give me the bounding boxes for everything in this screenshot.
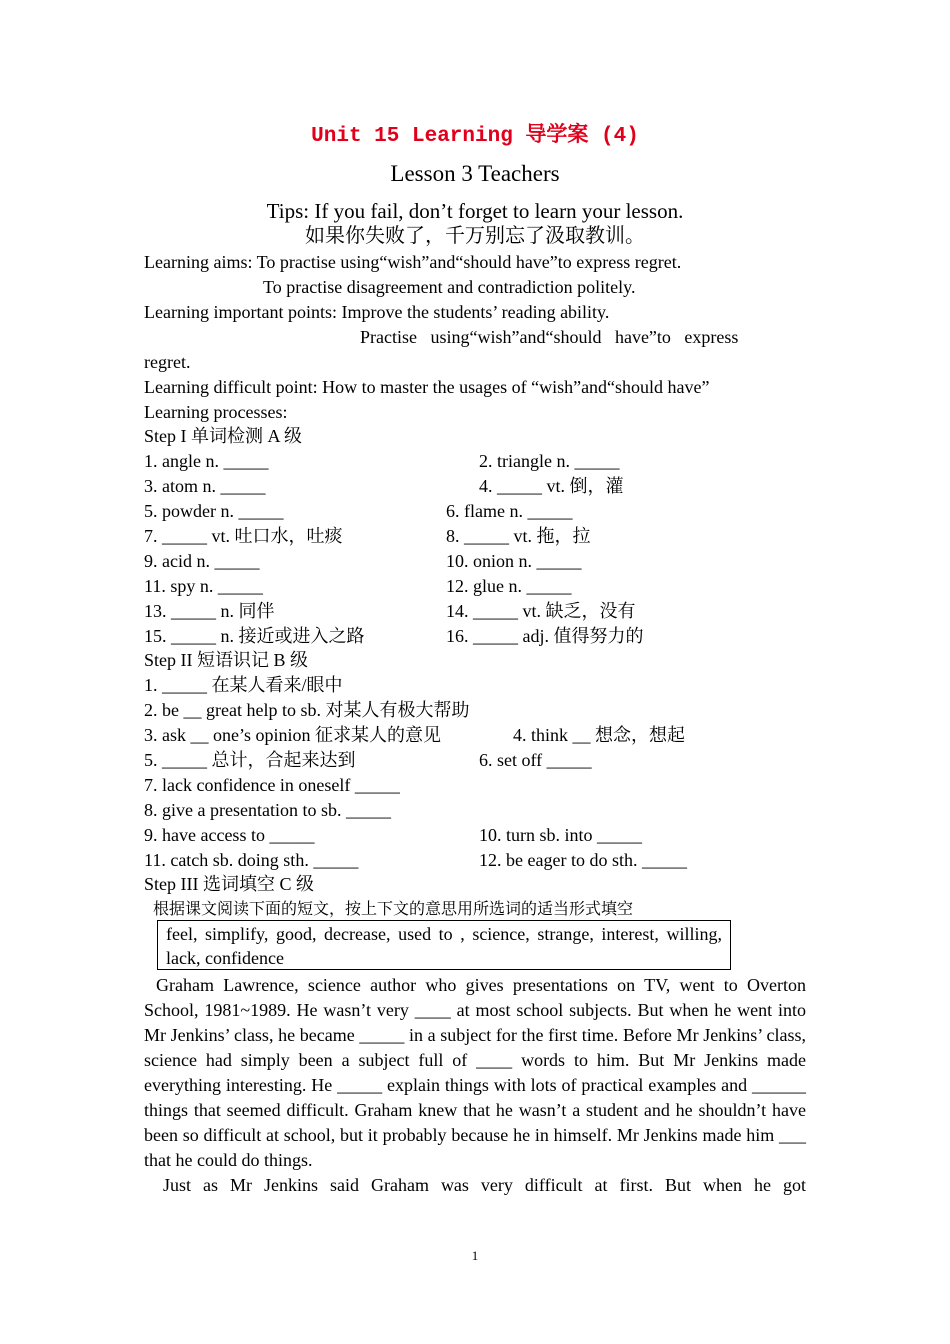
step2-item: 9. have access to _____: [144, 825, 315, 845]
step1-item: 8. _____ vt. 拖，拉: [446, 526, 591, 546]
important-points: Learning important points: Improve the students’ reading ability.: [144, 302, 610, 322]
step1-item: 1. angle n. _____: [144, 451, 269, 471]
step1-item: 15. _____ n. 接近或进入之路: [144, 626, 365, 646]
step2-item: 11. catch sb. doing sth. _____: [144, 850, 359, 870]
step2-item: 6. set off _____: [479, 750, 592, 770]
step2-item: 2. be __ great help to sb. 对某人有极大帮助: [144, 700, 470, 720]
step1-item: 7. _____ vt. 吐口水，吐痰: [144, 526, 343, 546]
important-points-2: Practise using“wish”and“should have”to express: [360, 327, 739, 347]
step1-item: 3. atom n. _____: [144, 476, 266, 496]
tips-english: Tips: If you fail, don’t forget to learn your lesson.: [266, 199, 684, 223]
step1-item: 9. acid n. _____: [144, 551, 260, 571]
reading-paragraph-1: Graham Lawrence, science author who gives presentations on TV, went to Overton School, 1981~1989. He wasn’t very ____ at most school subjects. But when he went into Mr Jenkins’ class, he became _____ in a subject for the first time. Before Mr Jenkins’ class, science had simply been a subject full of ____ words to him. But Mr Jenkins made everything interesting. He _____ explain things with lots of practical examples and ______ things that seemed difficult. Graham knew that he wasn’t a student and he shouldn’t have been so difficult at school, but it probably because he in himself. Mr Jenkins made him ___ that he could do things.: [144, 975, 806, 1170]
step3-instruction: 根据课文阅读下面的短文，按上下文的意思用所选词的适当形式填空: [153, 901, 634, 918]
step2-item: 5. _____ 总计，合起来达到: [144, 750, 356, 770]
learning-processes: Learning processes:: [144, 402, 288, 422]
step1-item: 10. onion n. _____: [446, 551, 582, 571]
page-number: 1: [471, 1248, 479, 1263]
word-box: feel, simplify, good, decrease, used to , science, strange, interest, willing, lack, confidence: [157, 920, 731, 970]
step3-heading: Step III 选词填空 C 级: [144, 874, 314, 894]
important-points-3: regret.: [144, 352, 191, 372]
difficult-point: Learning difficult point: How to master the usages of “wish”and“should have”: [144, 377, 710, 397]
step2-item: 8. give a presentation to sb. _____: [144, 800, 391, 820]
step1-item: 2. triangle n. _____: [479, 451, 620, 471]
step2-item: 3. ask __ one’s opinion 征求某人的意见: [144, 725, 441, 745]
step1-item: 4. _____ vt. 倒，灌: [479, 476, 624, 496]
reading-paragraph-2: Just as Mr Jenkins said Graham was very difficult at first. But when he got: [163, 1175, 806, 1195]
step1-item: 6. flame n. _____: [446, 501, 573, 521]
tips-chinese: 如果你失败了，千万别忘了汲取教训。: [305, 225, 645, 247]
step1-item: 5. powder n. _____: [144, 501, 284, 521]
step1-heading: Step I 单词检测 A 级: [144, 426, 303, 446]
step2-item: 7. lack confidence in oneself _____: [144, 775, 400, 795]
step2-item: 12. be eager to do sth. _____: [479, 850, 687, 870]
step1-item: 14. _____ vt. 缺乏，没有: [446, 601, 636, 621]
step2-item: 1. _____ 在某人看来/眼中: [144, 675, 343, 695]
learning-aims: Learning aims: To practise using“wish”and“should have”to express regret.: [144, 252, 682, 272]
step2-item: 4. think __ 想念，想起: [513, 725, 686, 745]
page-title: Unit 15 Learning 导学案 (4): [311, 125, 639, 148]
step1-item: 12. glue n. _____: [446, 576, 572, 596]
step1-item: 16. _____ adj. 值得努力的: [446, 626, 644, 646]
learning-aims-2: To practise disagreement and contradiction politely.: [263, 277, 636, 297]
step1-item: 11. spy n. _____: [144, 576, 263, 596]
lesson-title: Lesson 3 Teachers: [390, 161, 560, 186]
step1-item: 13. _____ n. 同伴: [144, 601, 275, 621]
step2-heading: Step II 短语识记 B 级: [144, 650, 308, 670]
step2-item: 10. turn sb. into _____: [479, 825, 643, 845]
